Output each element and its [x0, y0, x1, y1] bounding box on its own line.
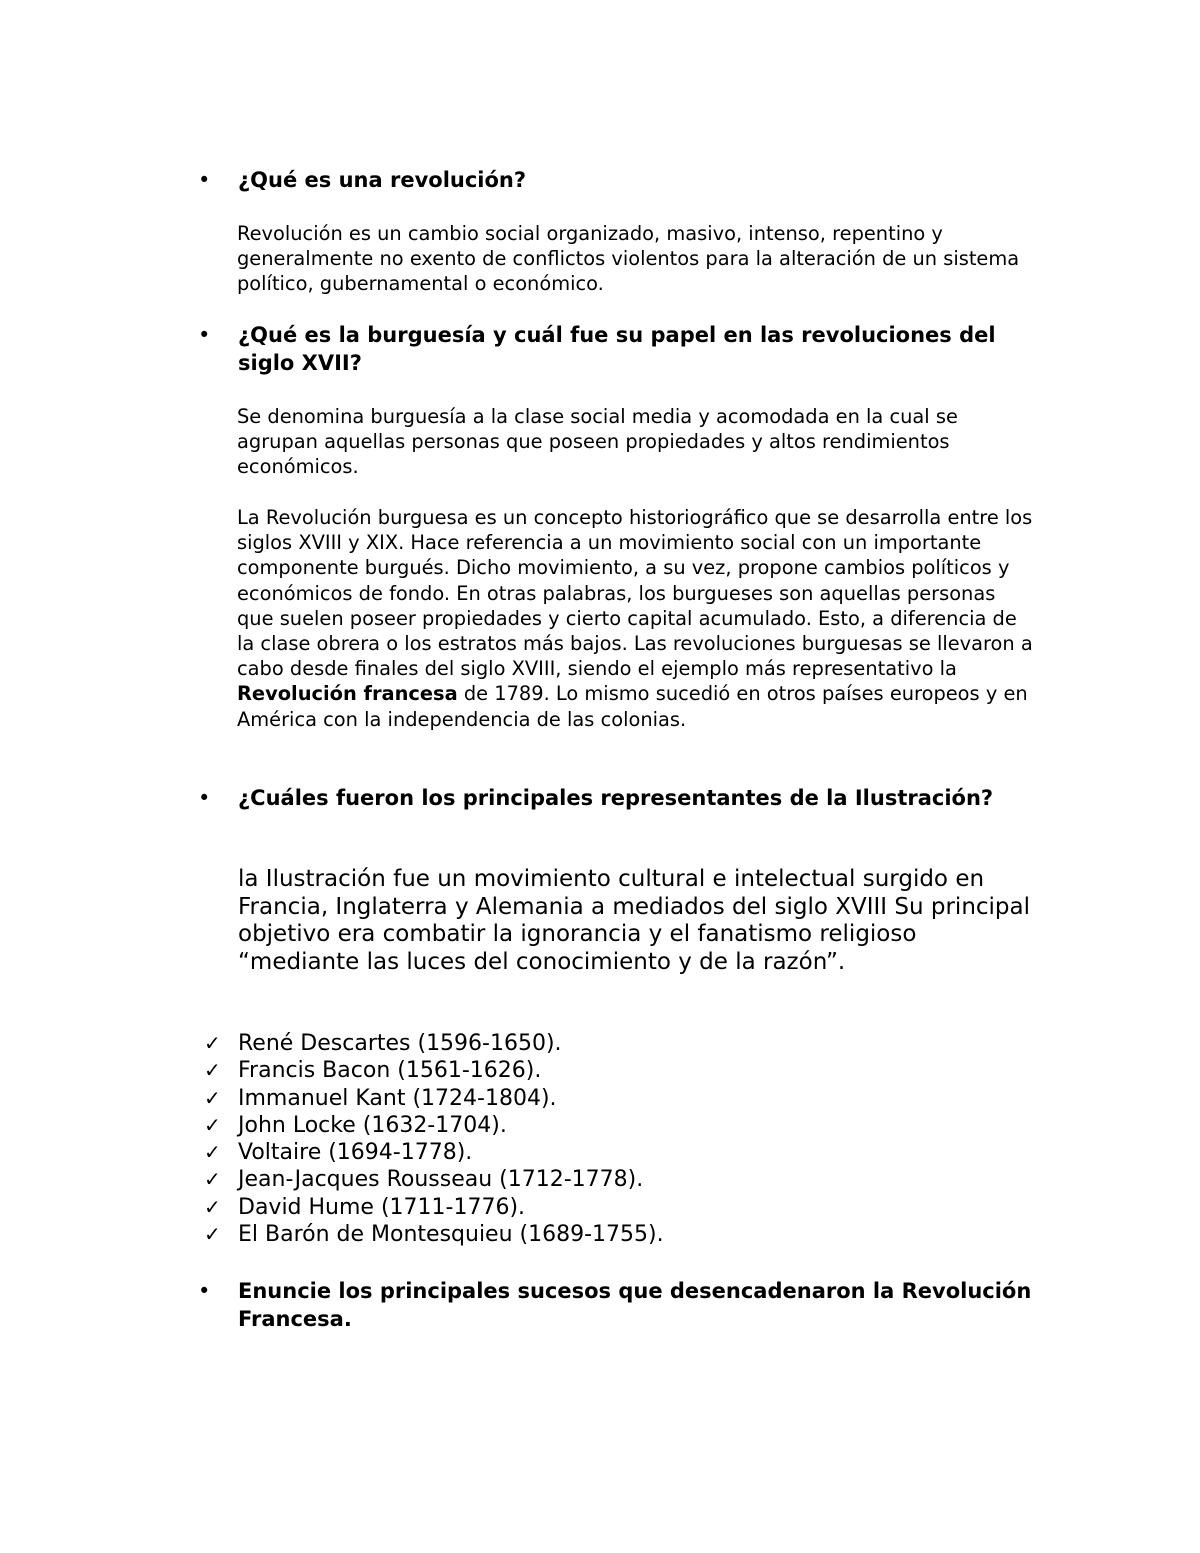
question-4-heading	[198, 1277, 1038, 1333]
bullet-icon: •	[198, 1279, 211, 1303]
list-item	[200, 1057, 664, 1084]
representative-name: Francis Bacon (1561-1626).	[238, 1058, 542, 1084]
representative-name: David Hume (1711-1776).	[238, 1194, 526, 1220]
representative-name: Immanuel Kant (1724-1804).	[238, 1085, 557, 1111]
representative-name: El Barón de Montesquieu (1689-1755).	[238, 1222, 664, 1248]
check-icon: ✓	[204, 1085, 221, 1110]
question-2-title: ¿Qué es la burguesía y cuál fue su papel en las revoluciones del siglo XVII?	[238, 323, 996, 375]
list-item	[200, 1085, 664, 1112]
question-3-answer: la Ilustración fue un movimiento cultural e intelectual surgido en Francia, Inglaterra y Alemania a mediados del siglo XVIII Su principal objetivo era combatir la ignorancia y el fanatismo religioso “mediante las luces del conocimiento y de la razón”.	[238, 866, 1031, 975]
bullet-icon: •	[198, 323, 211, 347]
representative-name: Voltaire (1694-1778).	[238, 1140, 473, 1166]
representative-name: René Descartes (1596-1650).	[238, 1031, 562, 1056]
question-2-answer-1: Se denomina burguesía a la clase social media y acomodada en la cual se agrupan aquellas personas que poseen propiedades y altos rendimientos económicos.	[237, 405, 958, 479]
list-item	[200, 1139, 664, 1166]
answer-2-text-b: de 1789. Lo mismo sucedió en otros países europeos y en América con la independencia de las colonias.	[237, 682, 1028, 731]
answer-2-text-a: La Revolución burguesa es un concepto historiográfico que se desarrolla entre los siglos XVIII y XIX. Hace referencia a un movimiento social con un importante componente burgués. Dicho movimiento, a su vez, propone cambios políticos y económicos de fondo. En otras palabras, los burgueses son aquellas personas que suelen poseer propiedades y cierto capital acumulado. Esto, a diferencia de la clase obrera o los estratos más bajos. Las revoluciones burguesas se llevaron a cabo desde finales del siglo XVIII, siendo el ejemplo más representativo la	[237, 506, 1033, 681]
representative-name: John Locke (1632-1704).	[238, 1112, 507, 1138]
check-icon: ✓	[204, 1222, 221, 1247]
check-icon: ✓	[204, 1112, 221, 1137]
list-item	[200, 1221, 664, 1248]
check-icon: ✓	[204, 1031, 221, 1055]
check-icon: ✓	[204, 1167, 221, 1192]
question-1-heading	[198, 166, 1038, 194]
question-1-answer: Revolución es un cambio social organizado, masivo, intenso, repentino y generalmente no exento de conflictos violentos para la alteración de un sistema político, gubernamental o económico.	[237, 222, 1020, 296]
question-2-heading	[198, 321, 1038, 377]
representative-name: Jean-Jacques Rousseau (1712-1778).	[238, 1167, 644, 1193]
answer-2-bold-term: Revolución francesa	[237, 682, 458, 706]
check-icon: ✓	[204, 1058, 221, 1083]
bullet-icon: •	[198, 786, 211, 810]
check-icon: ✓	[204, 1140, 221, 1165]
question-3-title: ¿Cuáles fueron los principales representantes de la Ilustración?	[238, 786, 994, 810]
bullet-icon: •	[198, 168, 211, 192]
list-item	[200, 1194, 664, 1221]
representatives-list	[200, 1030, 664, 1248]
question-1-title: ¿Qué es una revolución?	[238, 168, 527, 192]
list-item	[200, 1112, 664, 1139]
check-icon: ✓	[204, 1194, 221, 1219]
question-2-answer-2	[237, 505, 1037, 732]
question-3-heading	[198, 784, 1038, 812]
question-4-title: Enuncie los principales sucesos que desencadenaron la Revolución Francesa.	[238, 1279, 1032, 1331]
list-item	[200, 1030, 664, 1057]
list-item	[200, 1166, 664, 1193]
